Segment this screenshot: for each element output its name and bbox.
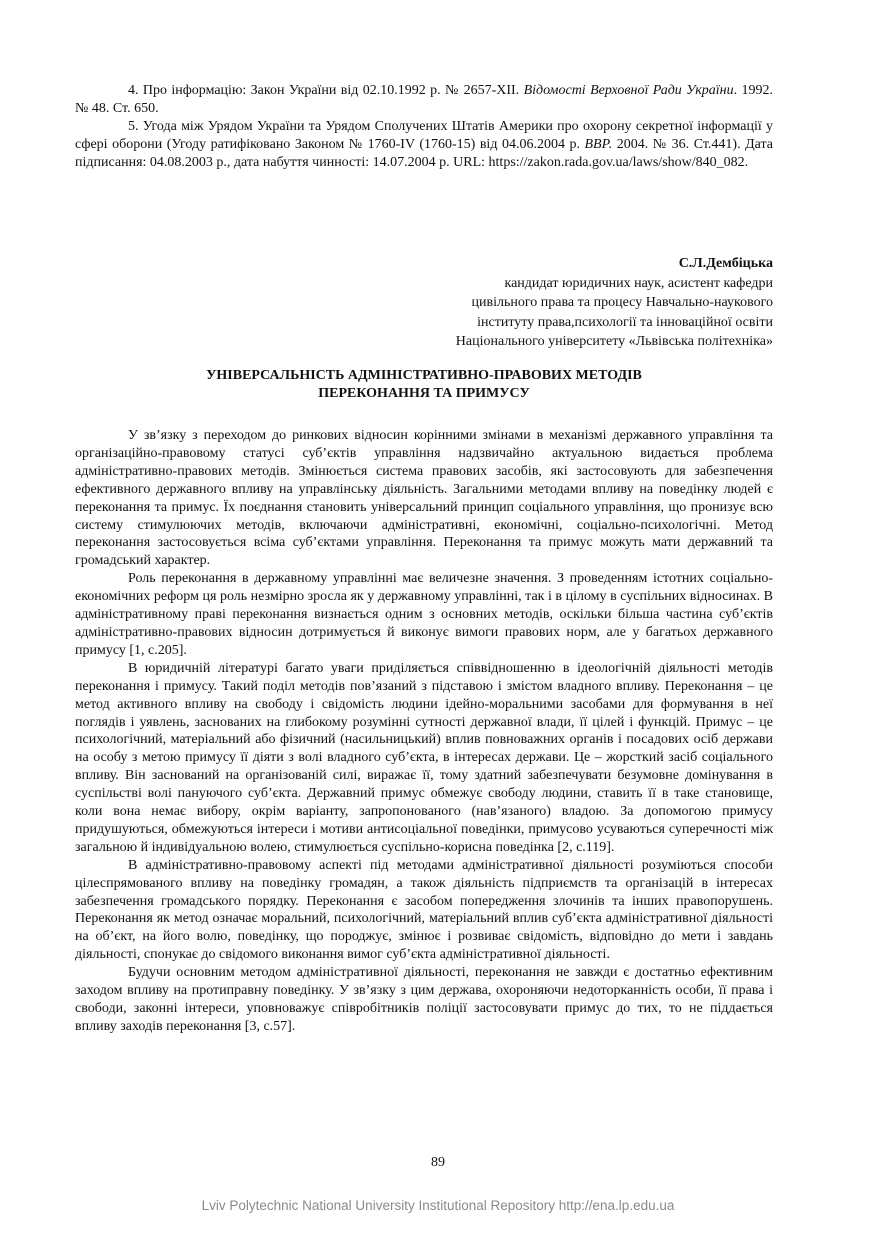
references-list [75, 82, 773, 172]
page-number: 89 [431, 1155, 445, 1170]
author-block [456, 254, 773, 352]
body-paragraph: В юридичній літературі багато уваги приділяється співвідношенню в ідеологічній діяльності методів переконання і примусу. Такий поділ методів пов’язаний з підставою і змістом владного впливу. Переконання – це метод активного впливу на свободу і свідомість людини ідейно-моральними засобами для формування в неї поглядів і уявлень, заснованих на глибокому розумінні сутності державної влади, її цілей і функцій. Примус – це психологічний, матеріальний або фізичний (насильницький) вплив повноважних органів і посадових осіб держави на особу з метою примусу її діяти з волі владного суб’єкта, в інтересах держави. Це – жорсткий засіб соціального впливу. Він заснований на організованій силі, виражає її, тому здатний забезпечувати безумовне домінування в суспільстві волі пануючого суб’єкта. Державний примус обмежує свободу людини, ставить її в таке становище, коли вона немає вибору, окрім варіанту, запропонованого (нав’язаного) владою. За допомогою примусу придушуються, обмежуються інтереси і мотиви антисоціальної поведінки, примусово усуваються суперечності між загальною й індивідуальною волею, стимулюється суспільно-корисна поведінка [2, с.119]. [75, 660, 773, 855]
article-title-line: УНІВЕРСАЛЬНІСТЬ АДМІНІСТРАТИВНО-ПРАВОВИХ МЕТОДІВ [206, 368, 642, 383]
body-paragraph: У зв’язку з переходом до ринкових відносин корінними змінами в механізмі державного управління та організаційно-правовому статусі суб’єктів управління надзвичайно актуальною видається проблема адміністративно-правових методів. Змінюється система правових засобів, які застосовують для забезпечення ефективного державного впливу на управлінську діяльність. Загальними методами впливу на поведінку людей є переконання та примус. Їх поєднання становить універсальний принцип соціального управління, що пронизує всю систему стимулюючих методів, включаючи адміністративні, економічні, соціально-психологічні. Метод переконання застосовується всіма суб’єктами управління. Переконання та примус можуть мати державний та громадський характер. [75, 428, 773, 569]
author-affiliation-line: інституту права,психології та інноваційної освіти [477, 314, 773, 330]
article-title-line: ПЕРЕКОНАННЯ ТА ПРИМУСУ [318, 386, 530, 401]
reference-item [75, 118, 773, 172]
article-title [75, 367, 773, 403]
repository-footer: Lviv Polytechnic National University Institutional Repository http://ena.lp.edu.ua [201, 1198, 675, 1213]
body-paragraph: Будучи основним методом адміністративної діяльності, переконання не завжди є достатньо ефективним заходом впливу на протиправну поведінку. У зв’язку з цим держава, охороняючи недоторканність особи, її права і свободи, законні інтереси, уповноважує співробітників поліції застосовувати примус до тих, то не піддається впливу заходів переконання [3, с.57]. [75, 965, 773, 1034]
reference-source: Відомості Верховної Ради України [523, 83, 734, 98]
author-name: С.Л.Дембіцька [678, 256, 773, 271]
reference-source: ВВР. [584, 136, 613, 152]
author-affiliation-line: цивільного права та процесу Навчально-наукового [471, 295, 773, 310]
author-affiliation-line: кандидат юридичних наук, асистент кафедри [504, 275, 773, 291]
reference-text: 5. Угода між Урядом України та Урядом Сполучених Штатів Америки про охорону секретної інформації у сфері оборони (Угоду ратифіковано Законом № 1760-IV (1760-15) від 04.06.2004 р. [75, 118, 773, 152]
reference-text: 4. Про інформацію: Закон України від 02.10.1992 р. № 2657-XII. [128, 83, 524, 98]
body-paragraph: Роль переконання в державному управлінні має величезне значення. З проведенням істотних соціально-економічних реформ ця роль незмірно зросла як у державному управлінні, так і в цілому в суспільних відносинах. В адміністративному праві переконання визнається одним з основних методів, оскільки більша частина суб’єктів адміністративно-правових відносин дотримується й виконує вимоги правових норм, але у багатьох державного примусу [1, с.205]. [75, 571, 773, 658]
body-paragraph: В адміністративно-правовому аспекті під методами адміністративної діяльності розуміються способи цілеспрямованого впливу на поведінку громадян, а також діяльність підприємств та організацій в інтересах забезпечення громадського порядку. Переконання є засобом попередження злочинів та інших правопорушень. Переконання як метод означає моральний, психологічний, матеріальний вплив суб’єкта адміністративної діяльності на об’єкт, на його волю, поведінку, що породжує, змінює і розвиває свідомість, відповідно до мети і завдань діяльності, спонукає до свідомого виконання вимог суб’єкта адміністративної діяльності. [75, 857, 773, 963]
reference-text: . 1992. № 48. Ст. 650. [75, 83, 773, 116]
reference-item [75, 82, 773, 118]
author-affiliation-line: Національного університету «Львівська політехніка» [455, 334, 773, 349]
reference-text: 2004. № 36. Ст.441). Дата підписання: 04.08.2003 р., дата набуття чинності: 14.07.2004 р. URL: https://zakon.rada.gov.ua/laws/show/840_082. [75, 136, 773, 170]
article-body [75, 427, 773, 1036]
